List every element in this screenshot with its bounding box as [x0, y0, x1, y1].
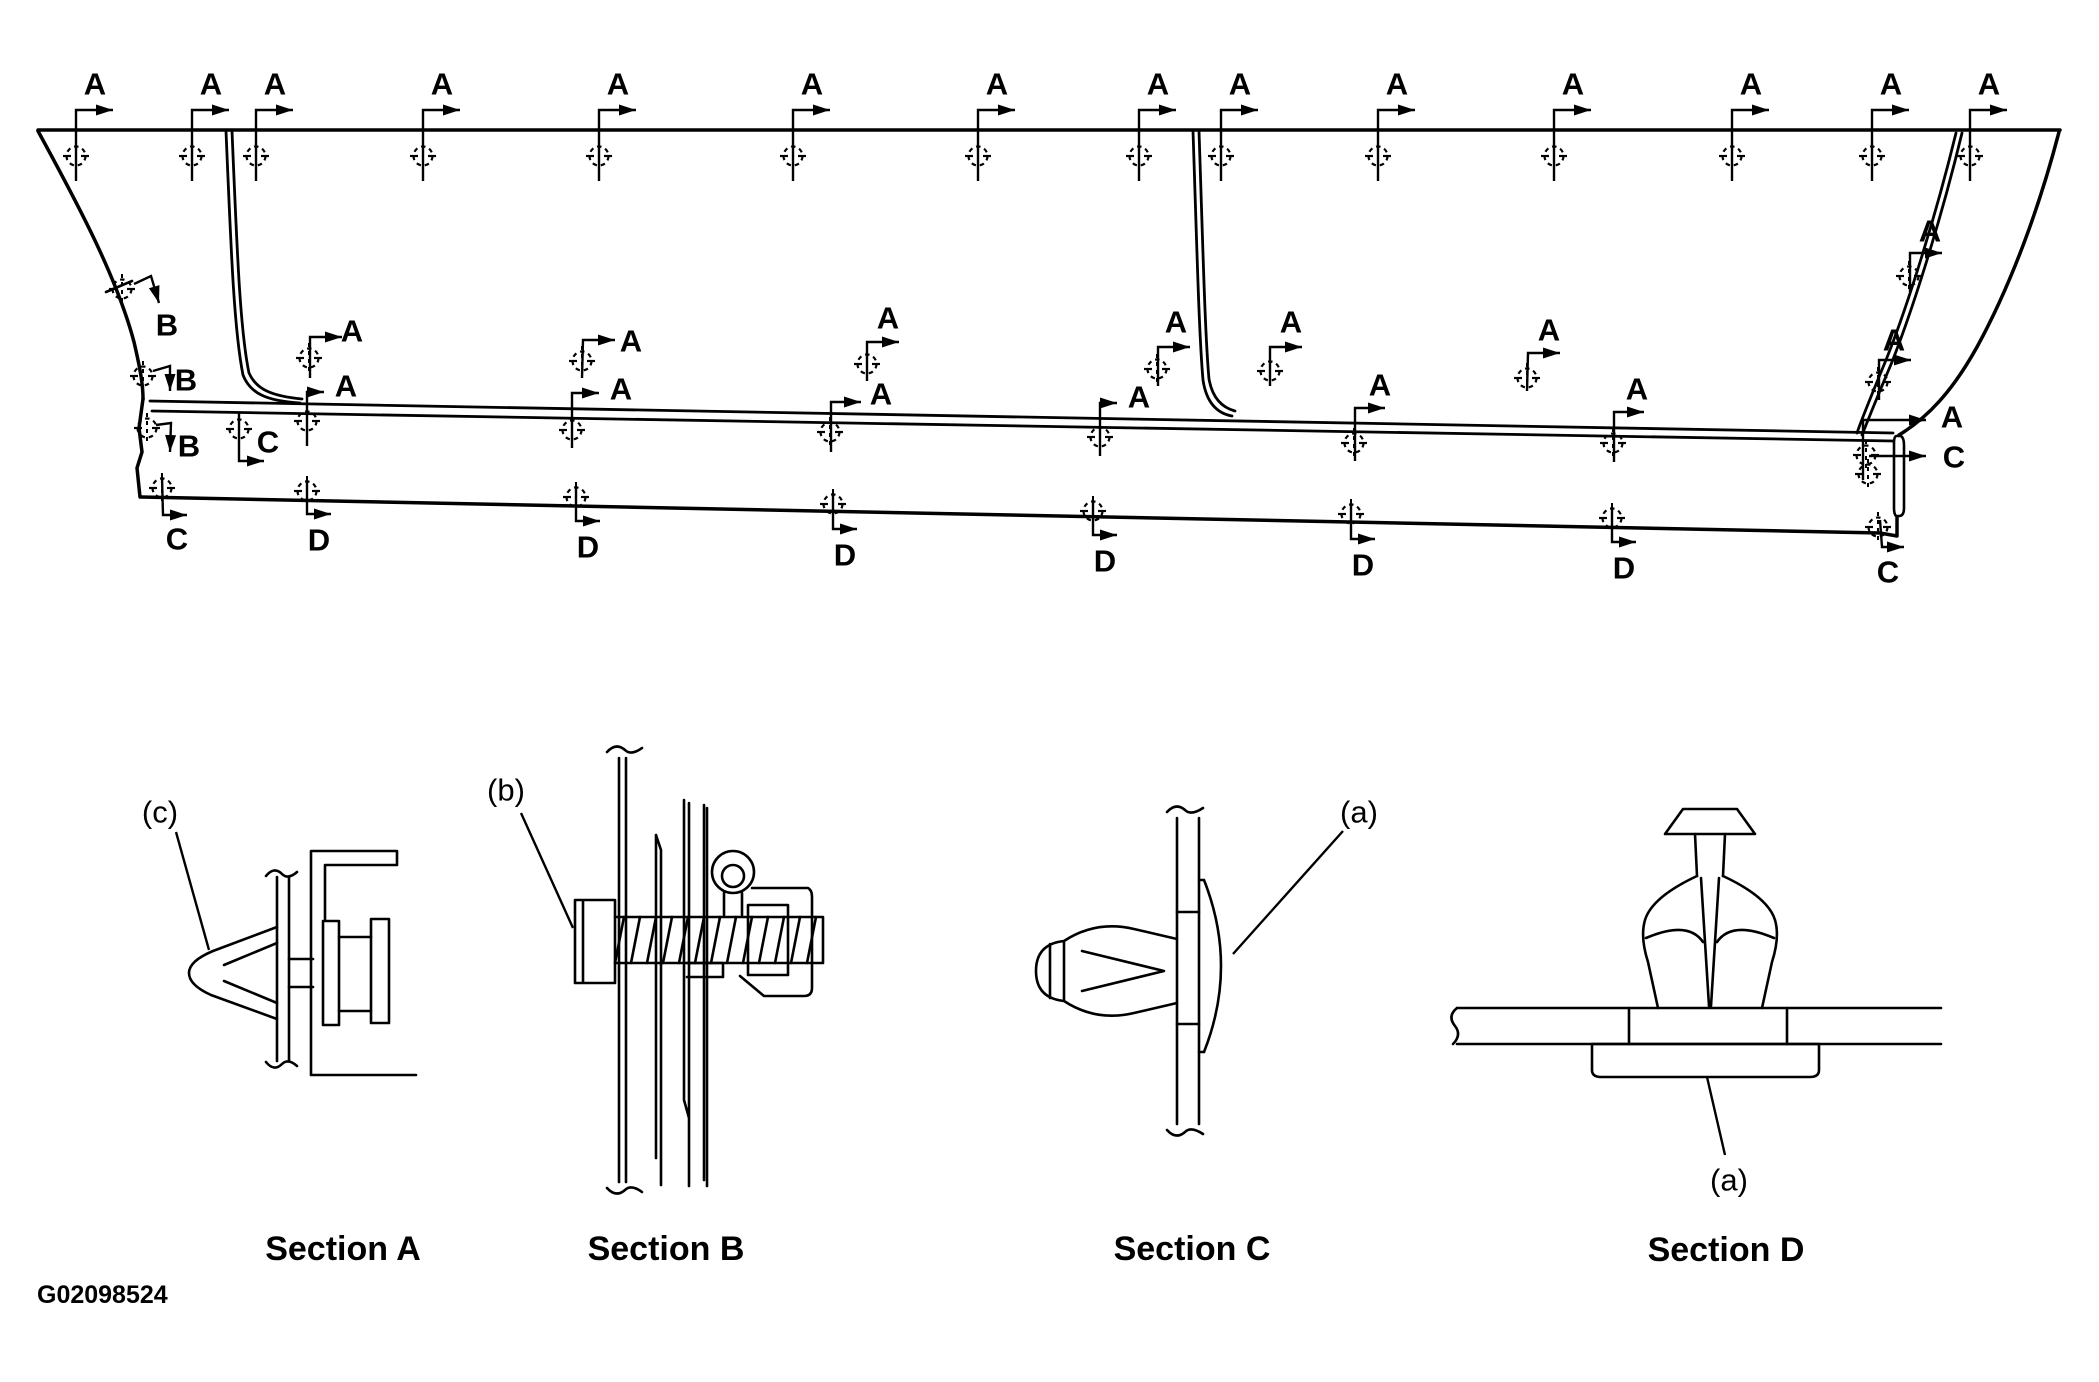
arrowhead-icon	[1543, 348, 1560, 359]
front-fender-edge	[38, 131, 143, 399]
eyelet-neck	[724, 893, 742, 915]
pin-body	[1643, 876, 1777, 1008]
arrowhead-icon	[813, 105, 830, 116]
marker-leader	[978, 110, 1015, 181]
panel-4	[704, 805, 707, 1186]
markers-layer	[63, 67, 2007, 590]
part-label-leader	[176, 832, 209, 950]
marker-letter-a: A	[1368, 367, 1392, 403]
marker-a-20	[1896, 214, 1942, 293]
marker-leader	[423, 110, 460, 181]
marker-a-26	[1341, 368, 1391, 462]
marker-b-29	[109, 274, 178, 343]
section-c-caption: Section C	[1113, 1230, 1271, 1268]
break-symbol-top	[607, 746, 642, 752]
marker-a-17	[1144, 305, 1190, 387]
marker-letter-a: A	[609, 371, 633, 407]
arrowhead-icon	[1892, 105, 1909, 116]
push-clip	[1036, 926, 1177, 1015]
bolt-head	[575, 900, 615, 983]
section-a-part-label: (c)	[141, 794, 179, 830]
section-a-caption: Section A	[265, 1230, 421, 1268]
marker-letter-a: A	[1537, 312, 1561, 348]
marker-leader	[1612, 507, 1636, 542]
marker-d-40	[1338, 499, 1375, 583]
marker-leader	[1872, 110, 1909, 181]
marker-letter-a: A	[1918, 213, 1942, 249]
marker-leader	[1221, 110, 1258, 181]
marker-letter-a: A	[1127, 379, 1151, 415]
arrowhead-icon	[1368, 403, 1385, 414]
marker-leader	[1100, 403, 1117, 456]
arrowhead-icon	[276, 105, 293, 116]
marker-leader	[192, 110, 229, 181]
marker-letter-a: A	[334, 368, 358, 404]
arrowhead-icon	[1358, 534, 1375, 545]
marker-letter-c: C	[256, 424, 280, 460]
marker-c-33	[149, 473, 188, 557]
marker-leader	[793, 110, 830, 181]
marker-leader	[76, 110, 113, 181]
marker-leader	[1970, 110, 2007, 181]
arrowhead-icon	[212, 105, 229, 116]
marker-c-34	[1855, 440, 1965, 490]
marker-a-3	[410, 67, 460, 182]
marker-letter-b: B	[177, 428, 201, 464]
marker-a-19	[1514, 313, 1560, 394]
marker-a-2	[243, 67, 293, 182]
marker-letter-d: D	[307, 522, 331, 558]
marker-letter-d: D	[1351, 547, 1375, 583]
marker-letter-a: A	[83, 66, 107, 102]
section-c-drawing	[1036, 795, 1378, 1136]
marker-d-41	[1599, 503, 1636, 586]
marker-d-38	[820, 489, 857, 573]
marker-a-1	[179, 67, 229, 182]
panel-hole-edges	[1629, 1008, 1787, 1044]
rear-quarter-edge	[1899, 132, 2059, 435]
marker-a-22	[294, 369, 357, 447]
panel-3	[684, 800, 689, 1186]
panel-lines	[277, 877, 289, 1061]
arrowhead-icon	[582, 388, 599, 399]
marker-letter-b: B	[155, 307, 179, 343]
section-c-part-label: (a)	[1340, 794, 1378, 830]
arrowhead-icon	[1241, 105, 1258, 116]
center-door-seam-outer	[1193, 131, 1232, 416]
arrowhead-icon	[325, 332, 342, 343]
section-b-caption: Section B	[587, 1230, 745, 1268]
clip-stem	[289, 959, 313, 987]
marker-a-18	[1257, 305, 1302, 387]
marker-a-8	[1208, 67, 1258, 182]
arrowhead-icon	[619, 105, 636, 116]
marker-letter-a: A	[869, 376, 893, 412]
grommet-flange-right	[371, 919, 389, 1023]
marker-leader	[256, 110, 293, 181]
arrowhead-icon	[1909, 451, 1926, 462]
arrowhead-icon	[165, 435, 176, 452]
marker-leader	[1378, 110, 1415, 181]
arrowhead-icon	[1285, 342, 1302, 353]
arrowhead-icon	[1925, 248, 1942, 259]
marker-letter-a: A	[1561, 66, 1585, 102]
marker-leader	[1158, 347, 1190, 386]
marker-a-4	[586, 67, 636, 182]
marker-letter-a: A	[876, 300, 900, 336]
marker-leader	[307, 480, 331, 514]
marker-a-13	[1957, 67, 2007, 182]
dome-washer	[1199, 880, 1221, 1052]
section-d-caption: Section D	[1647, 1231, 1805, 1269]
marker-letter-a: A	[1739, 66, 1763, 102]
marker-letter-d: D	[576, 529, 600, 565]
part-label-leader	[1233, 831, 1343, 954]
rocker-end-cap	[1894, 436, 1904, 516]
figure-id: G02098524	[37, 1281, 168, 1309]
rocker-front-edge	[137, 399, 143, 497]
marker-leader	[1355, 408, 1385, 461]
panel-ties	[1177, 912, 1199, 1024]
marker-letter-a: A	[199, 66, 223, 102]
marker-letter-a: A	[1385, 66, 1409, 102]
marker-a-21	[1865, 323, 1911, 401]
arrowhead-icon	[443, 105, 460, 116]
marker-leader	[576, 486, 600, 521]
marker-b-31	[134, 413, 200, 464]
marker-letter-c: C	[1876, 554, 1900, 590]
marker-d-39	[1080, 496, 1117, 579]
marker-letter-a: A	[619, 323, 643, 359]
arrowhead-icon	[1752, 105, 1769, 116]
arrowhead-icon	[314, 509, 331, 520]
marker-leader	[307, 392, 324, 446]
section-d-part-label: (a)	[1710, 1162, 1748, 1198]
marker-a-5	[780, 67, 830, 182]
marker-a-11	[1719, 67, 1769, 182]
grommet-flange-left	[323, 921, 339, 1025]
marker-leader	[867, 342, 899, 381]
arrowhead-icon	[1159, 105, 1176, 116]
center-door-seam-inner	[1199, 131, 1235, 411]
marker-letter-c: C	[165, 521, 189, 557]
panel-lines	[1177, 818, 1199, 1124]
break-symbol-bottom	[266, 1061, 297, 1067]
marker-letter-d: D	[1612, 550, 1636, 586]
base-plate	[1592, 1044, 1819, 1077]
arrowhead-icon	[1887, 542, 1904, 553]
marker-letter-a: A	[1977, 66, 2001, 102]
arrowhead-icon	[307, 387, 324, 398]
marker-a-16	[854, 301, 899, 382]
marker-letter-d: D	[833, 537, 857, 573]
section-b-part-label: (b)	[487, 772, 525, 808]
arrowhead-icon	[1398, 105, 1415, 116]
marker-letter-a: A	[1625, 371, 1649, 407]
marker-a-9	[1365, 67, 1415, 182]
rocker-bottom-edge	[141, 497, 1897, 536]
arrowhead-icon	[1574, 105, 1591, 116]
marker-letter-a: A	[1279, 304, 1303, 340]
pin-neck	[1695, 834, 1725, 876]
part-label-leader	[521, 813, 573, 928]
marker-a-27	[1600, 372, 1648, 463]
marker-c-32	[226, 412, 279, 467]
marker-letter-a: A	[985, 66, 1009, 102]
arrowhead-icon	[583, 516, 600, 527]
arrowhead-icon	[96, 105, 113, 116]
marker-letter-a: A	[1940, 399, 1964, 435]
marker-letter-a: A	[800, 66, 824, 102]
arrowhead-icon	[598, 335, 615, 346]
bracket	[311, 851, 416, 1075]
part-label-leader	[1707, 1077, 1725, 1155]
panel-1	[619, 758, 626, 1182]
break-symbol-bottom	[1167, 1129, 1203, 1135]
marker-letter-a: A	[430, 66, 454, 102]
trim-clip-barb	[189, 927, 277, 1019]
marker-leader	[1139, 110, 1176, 181]
arrowhead-icon	[1173, 342, 1190, 353]
arrowhead-icon	[1619, 537, 1636, 548]
marker-d-36	[294, 476, 331, 558]
break-symbol-left	[1451, 1008, 1458, 1044]
panel-2	[656, 835, 661, 1185]
marker-letter-a: A	[263, 66, 287, 102]
eyelet-hole	[722, 865, 744, 887]
marker-letter-d: D	[1093, 543, 1117, 579]
marker-a-6	[965, 67, 1015, 182]
arrowhead-icon	[840, 524, 857, 535]
marker-leader	[1554, 110, 1591, 181]
marker-letter-a: A	[340, 313, 364, 349]
front-door-seam-inner	[232, 131, 302, 399]
nut-block	[748, 905, 788, 975]
arrowhead-icon	[170, 510, 187, 521]
marker-leader	[599, 110, 636, 181]
arrowhead-icon	[882, 337, 899, 348]
marker-letter-a: A	[1146, 66, 1170, 102]
bolt-threads	[615, 917, 816, 963]
marker-letter-a: A	[1882, 322, 1906, 358]
marker-letter-a: A	[1879, 66, 1903, 102]
arrowhead-icon	[1990, 105, 2007, 116]
marker-letter-a: A	[1164, 304, 1188, 340]
marker-a-10	[1541, 67, 1591, 182]
grommet-ties	[339, 937, 371, 1011]
break-symbol-top	[266, 870, 297, 876]
marker-a-7	[1126, 67, 1176, 182]
arrowhead-icon	[1100, 398, 1117, 409]
arrowhead-icon	[844, 397, 861, 408]
section-d-drawing	[1451, 809, 1941, 1198]
marker-letter-a: A	[1228, 66, 1252, 102]
section-b-drawing	[487, 746, 823, 1193]
pin-cap	[1665, 809, 1755, 834]
marker-letter-c: C	[1942, 439, 1966, 475]
arrowhead-icon	[149, 285, 160, 303]
marker-a-0	[63, 67, 113, 182]
marker-a-15	[569, 324, 642, 379]
marker-leader	[831, 402, 861, 452]
arrowhead-icon	[1627, 407, 1644, 418]
break-symbol-bottom	[607, 1187, 642, 1193]
marker-letter-a: A	[606, 66, 630, 102]
section-a-drawing	[142, 795, 416, 1076]
marker-d-37	[563, 482, 600, 565]
marker-leader	[1732, 110, 1769, 181]
marker-letter-b: B	[174, 362, 198, 398]
panel-lines	[1457, 1008, 1941, 1044]
arrowhead-icon	[998, 105, 1015, 116]
break-symbol-top	[1167, 806, 1203, 812]
arrowhead-icon	[1100, 530, 1117, 541]
marker-a-12	[1859, 67, 1909, 182]
